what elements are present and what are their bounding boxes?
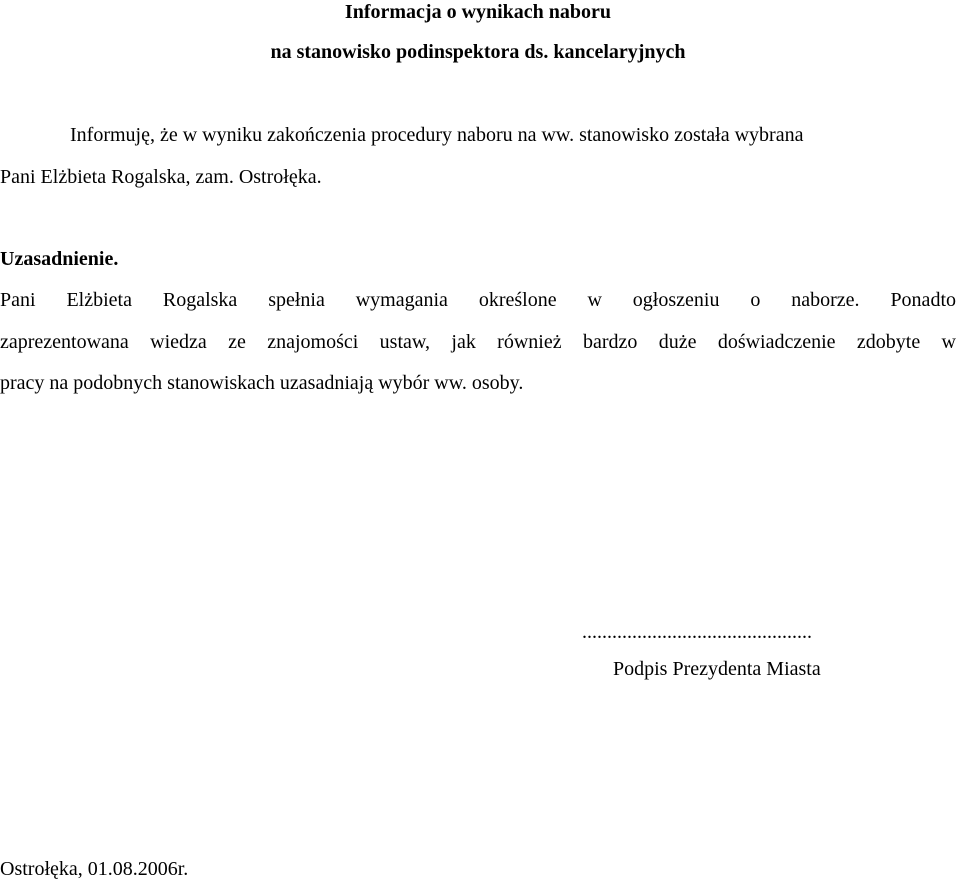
place-and-date: Ostrołęka, 01.08.2006r. bbox=[0, 858, 189, 880]
justification-line-3: pracy na podobnych stanowiskach uzasadniają wybór ww. osoby. bbox=[0, 372, 524, 394]
intro-paragraph-line-2: Pani Elżbieta Rogalska, zam. Ostrołęka. bbox=[0, 166, 322, 188]
justification-line-2: zaprezentowana wiedza ze znajomości ustaw, jak również bardzo duże doświadczenie zdobyte w bbox=[0, 331, 956, 353]
document-subtitle: na stanowisko podinspektora ds. kancelaryjnych bbox=[270, 41, 686, 63]
justification-line-1: Pani Elżbieta Rogalska spełnia wymagania określone w ogłoszeniu o naborze. Ponadto bbox=[0, 289, 956, 311]
justification-heading: Uzasadnienie. bbox=[0, 248, 119, 270]
intro-paragraph-line-1: Informuję, że w wyniku zakończenia procedury naboru na ww. stanowisko została wybrana bbox=[70, 124, 804, 146]
signature-line: .............................................. bbox=[582, 621, 812, 643]
signature-label: Podpis Prezydenta Miasta bbox=[613, 658, 821, 680]
document-title: Informacja o wynikach naboru bbox=[344, 1, 612, 23]
